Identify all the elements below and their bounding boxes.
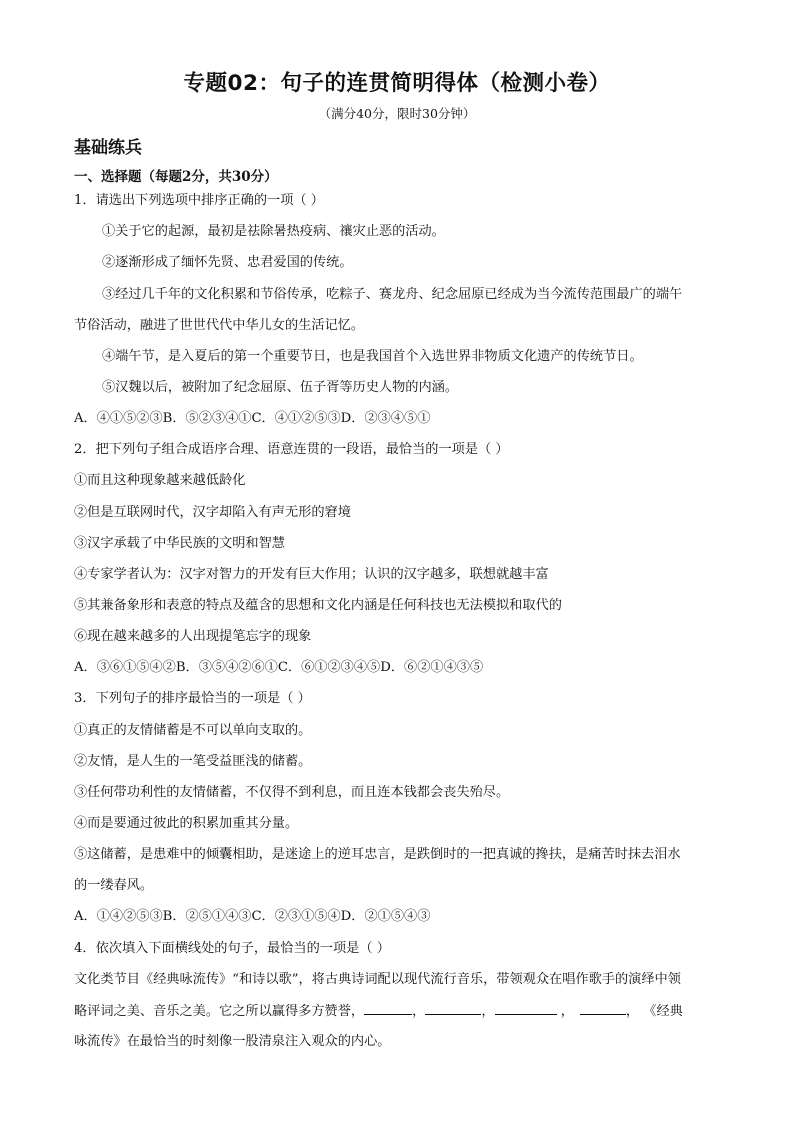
answer-options: A．③⑥①⑤④②B．③⑤④②⑥①C．⑥①②③④⑤D．⑥②①④③⑤ <box>74 660 484 675</box>
page-title: 专题02：句子的连贯简明得体（检测小卷） <box>183 71 611 96</box>
question-stem: 3．下列句子的排序最恰当的一项是（ ） <box>74 691 311 706</box>
question-item: ③经过几千年的文化积累和节俗传承，吃粽子、赛龙舟、纪念屈原已经成为当今流传范围最广的端午 <box>102 287 683 302</box>
fill-blank <box>364 1002 412 1015</box>
question-item: ⑤这储蓄，是患难中的倾囊相助，是迷途上的逆耳忠言，是跌倒时的一把真诚的搀扶，是痛苦时抹去泪水 <box>74 847 681 862</box>
question-item: ④而是要通过彼此的积累加重其分量。 <box>74 816 299 831</box>
question-stem: 1．请选出下列选项中排序正确的一项（ ） <box>74 193 324 208</box>
punctuation: ， <box>481 1004 495 1019</box>
section-heading: 基础练兵 <box>74 138 142 158</box>
question-item: ⑤汉魏以后，被附加了纪念屈原、伍子胥等历史人物的内涵。 <box>102 380 459 395</box>
question-item: 的一缕春风。 <box>74 878 154 893</box>
question-item: ①而且这种现象越来越低龄化 <box>74 473 246 488</box>
passage-line: 咏流传》在最恰当的时刻像一股清泉注入观众的内心。 <box>74 1034 391 1049</box>
passage-text: 略评词之美、音乐之美。它之所以赢得多方赞誉， <box>74 1004 365 1019</box>
question-item: ③任何带功利性的友情储蓄，不仅得不到利息，而且连本钱都会丧失殆尽。 <box>74 785 510 800</box>
question-stem: 2．把下列句子组合成语序合理、语意连贯的一段语，最恰当的一项是（ ） <box>74 442 509 457</box>
question-stem: 4．依次填入下面横线处的句子，最恰当的一项是（ ） <box>74 941 390 956</box>
question-item: ⑤其兼备象形和表意的特点及蕴含的思想和文化内涵是任何科技也无法模拟和取代的 <box>74 598 562 613</box>
part-label: 一、选择题（每题2分，共30分） <box>74 169 278 185</box>
passage-line: 文化类节目《经典咏流传》“和诗以歌”，将古典诗词配以现代流行音乐，带领观众在唱作歌手的演绎中领 <box>74 972 681 987</box>
answer-options: A．①④②⑤③B．②⑤①④③C．②③①⑤④D．②①⑤④③ <box>74 909 431 924</box>
question-item: ①关于它的起源，最初是祛除暑热疫病、禳灾止恶的活动。 <box>102 224 445 239</box>
fill-blank <box>425 1002 481 1015</box>
question-item: ②逐渐形成了缅怀先贤、忠君爱国的传统。 <box>102 255 353 270</box>
punctuation: ， <box>556 1004 574 1019</box>
answer-options: A．④①⑤②③B．⑤②③④①C．④①②⑤③D．②③④⑤① <box>74 411 431 426</box>
passage-line-with-blanks <box>74 1002 724 1021</box>
fill-blank <box>580 1002 626 1015</box>
question-item: ②友情，是人生的一笔受益匪浅的储蓄。 <box>74 754 312 769</box>
question-item: 节俗活动，融进了世世代代中华儿女的生活记忆。 <box>74 318 365 333</box>
question-item: ④端午节，是入夏后的第一个重要节日，也是我国首个入选世界非物质文化遗产的传统节日。 <box>102 349 643 364</box>
fill-blank <box>495 1002 557 1015</box>
page-subtitle: （满分40分，限时30分钟） <box>318 106 476 121</box>
question-item: ④专家学者认为：汉字对智力的开发有巨大作用；认识的汉字越多，联想就越丰富 <box>74 567 549 582</box>
punctuation: ， 《经典 <box>625 1004 683 1019</box>
question-item: ①真正的友情储蓄是不可以单向支取的。 <box>74 723 312 738</box>
question-item: ②但是互联网时代，汉字却陷入有声无形的窘境 <box>74 505 351 520</box>
question-item: ③汉字承载了中华民族的文明和智慧 <box>74 536 285 551</box>
question-item: ⑥现在越来越多的人出现提笔忘字的现象 <box>74 629 312 644</box>
punctuation: ， <box>412 1004 426 1019</box>
